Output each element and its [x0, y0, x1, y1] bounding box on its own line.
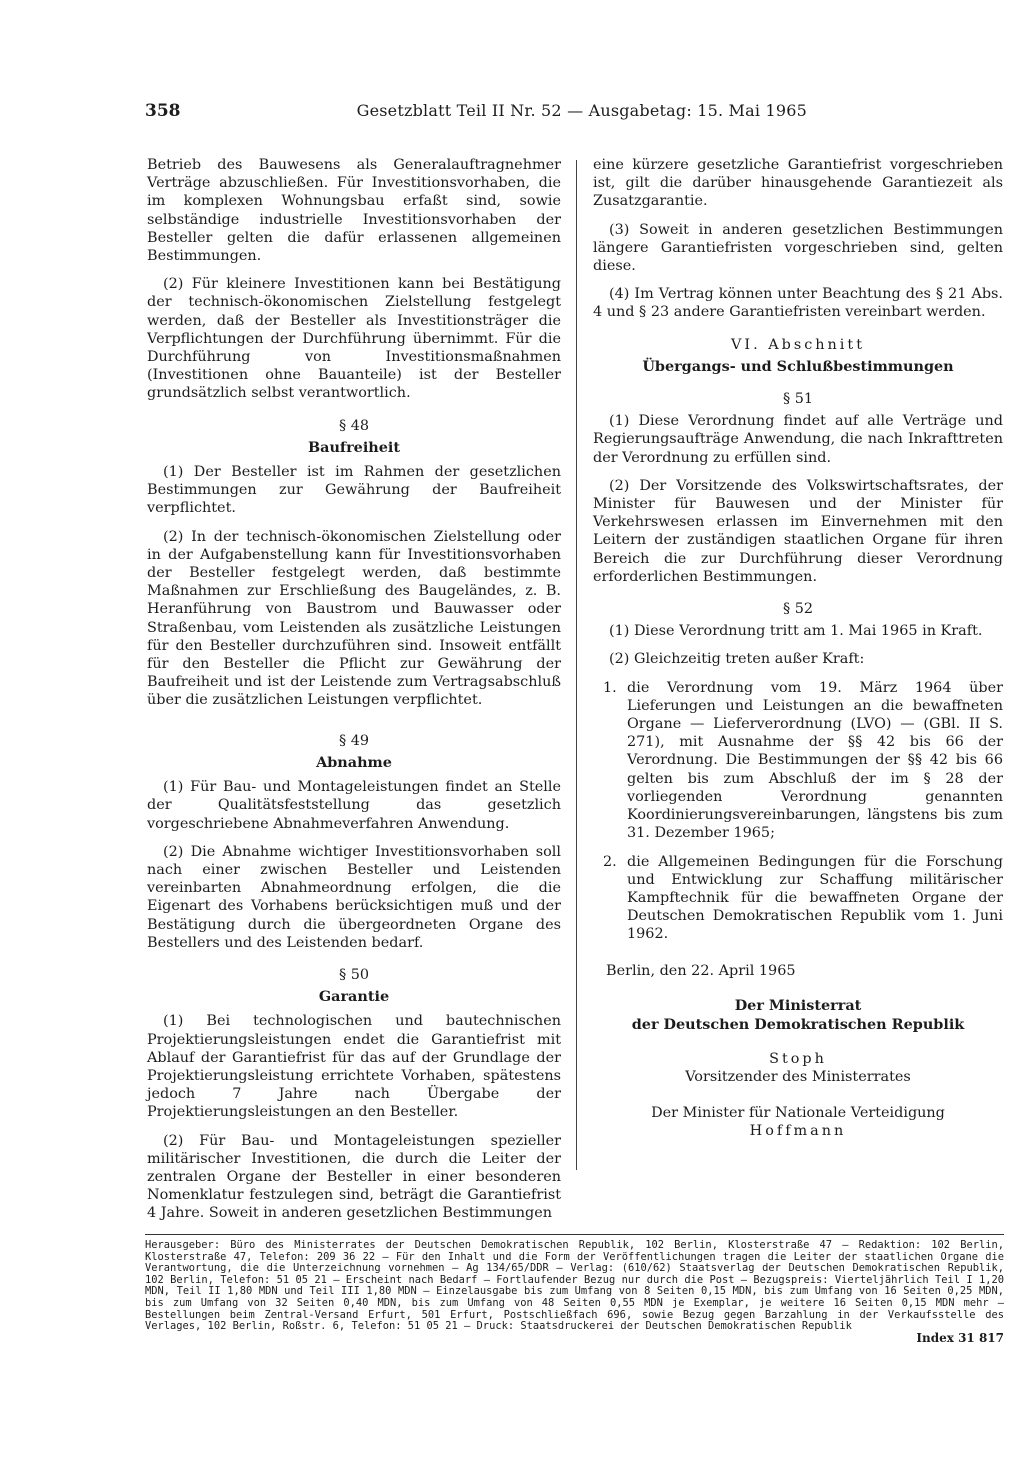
signatory-role-1: Vorsitzender des Ministerrates	[685, 1068, 911, 1085]
section-52-p1: (1) Diese Verordnung tritt am 1. Mai 1965 in Kraft.	[609, 623, 983, 640]
signatory-role-2: Der Minister für Nationale Verteidigung	[651, 1105, 945, 1122]
section-52-p2: (2) Gleichzeitig treten außer Kraft:	[609, 651, 865, 668]
garantie-continuation: eine kürzere gesetzliche Garantiefrist vorgeschrieben ist, gilt die darüber hinausgehende Garantiezeit als Zusatzgarantie.	[593, 157, 1003, 210]
list-item-number: 2.	[603, 853, 617, 870]
section-49-number: § 49	[338, 732, 370, 749]
garantie-p4: (4) Im Vertrag können unter Beachtung des § 21 Abs. 4 und § 23 andere Garantiefristen vereinbart werden.	[593, 286, 1003, 321]
section-48-p2: (2) In der technisch-ökonomischen Zielstellung oder in der Aufgabenstellung kann für Investitionsvorhaben der Besteller festgelegt werden, daß bestimmte Maßnahmen zur Erschließung des Baugeländes, z. B. Heranführung von Baustrom und Bauwasser oder Straßenbau, vom Leistenden als zusätzliche Leistungen für den Besteller durchzuführen sind. Insoweit entfällt für den Besteller die Pflicht zur Gewährung der Baufreiheit und ist der Leistende zum Vertragsabschluß über die zusätzlichen Leistungen verpflichtet.	[147, 528, 561, 709]
repeal-list-item	[593, 679, 1003, 843]
imprint	[145, 1239, 1004, 1346]
section-49-title: Abnahme	[316, 753, 392, 771]
intro-paragraph: Betrieb des Bauwesens als Generalauftragnehmer Verträge abzuschließen. Für Investitionsvorhaben, die im komplexen Wohnungsbau erfaßt sind, sowie selbständige industrielle Investitionsvorhaben der Besteller gelten die dafür erlassenen allgemeinen Bestimmungen.	[147, 157, 561, 265]
section-48-p1: (1) Der Besteller ist im Rahmen der gesetzlichen Bestimmungen zur Gewährung der Baufreiheit verpflichtet.	[147, 464, 561, 517]
list-item-text: die Allgemeinen Bedingungen für die Forschung und Entwicklung zur Schaffung militärischer Kampftechnik für die bewaffneten Organe der Deutschen Demokratischen Republik vom 1. Juni 1962.	[627, 853, 1003, 943]
left-column	[147, 156, 561, 1233]
section-50-number: § 50	[338, 966, 370, 983]
index-number: Index 31 817	[916, 1331, 1004, 1346]
section-title: Übergangs- und Schlußbestimmungen	[642, 357, 954, 375]
section-51-p2: (2) Der Vorsitzende des Volkswirtschaftsrates, der Minister für Bauwesen und der Minister für Verkehrswesen erlassen im Einvernehmen mit den Leitern der zuständigen staatlichen Organe für ihren Bereich die zur Durchführung dieser Verordnung erforderlichen Bestimmungen.	[593, 477, 1003, 585]
intro-paragraph-2: (2) Für kleinere Investitionen kann bei Bestätigung der technisch-ökonomischen Zielstellung festgelegt werden, daß der Besteller als Investitionsträger die Verpflichtungen der Durchführung übernimmt. Für die Durchführung von Investitionsmaßnahmen (Investitionen ohne Bauanteile) ist der Besteller grundsätzlich selbst verantwortlich.	[147, 276, 561, 402]
section-48-title: Baufreiheit	[307, 438, 401, 456]
list-item-text: die Verordnung vom 19. März 1964 über Lieferungen und Leistungen an die bewaffneten Organe — Lieferverordnung (LVO) — (GBl. II S. 271), mit Ausnahme der §§ 42 bis 66 der Verordnung. Die Bestimmungen der §§ 42 bis 66 gelten bis zum Abschluß der im § 28 der vorliegenden Verordnung genannten Koordinierungsvereinbarungen, längstens bis zum 31. Dezember 1965;	[627, 679, 1003, 842]
signatory-body-line-2: der Deutschen Demokratischen Republik	[631, 1015, 965, 1033]
gazette-title: Gesetzblatt Teil II Nr. 52 — Ausgabetag: 15. Mai 1965	[356, 101, 807, 120]
footer-rule	[145, 1234, 1004, 1235]
column-divider	[576, 160, 577, 1170]
section-49-p2: (2) Die Abnahme wichtiger Investitionsvorhaben soll nach einer zwischen Besteller und Leistenden vereinbarten Abnahmeordnung erfolgen, die die Eigenart des Vorhabens berücksichtigen muß und der Bestätigung durch die übergeordneten Organe des Bestellers und des Leistenden bedarf.	[147, 843, 561, 951]
section-51-p1: (1) Diese Verordnung findet auf alle Verträge und Regierungsaufträge Anwendung, die nach Inkrafttreten der Verordnung zu erfüllen sind.	[593, 413, 1003, 466]
section-50-p2: (2) Für Bau- und Montageleistungen spezieller militärischer Investitionen, die durch die Leiter der zentralen Organe der Besteller in einer besonderen Nomenklatur festzulegen sind, beträgt die Garantiefrist 4 Jahre. Soweit in anderen gesetzlichen Bestimmungen	[147, 1132, 561, 1222]
signatory-body-line-1: Der Ministerrat	[734, 996, 862, 1014]
garantie-p3: (3) Soweit in anderen gesetzlichen Bestimmungen längere Garantiefristen vorgeschrieben sind, gelten diese.	[593, 221, 1003, 275]
section-50-title: Garantie	[318, 988, 390, 1006]
signatory-name-1: Stoph	[769, 1050, 827, 1067]
list-item-number: 1.	[603, 679, 617, 696]
imprint-text: Herausgeber: Büro des Ministerrates der Deutschen Demokratischen Republik, 102 Berlin, Klosterstraße 47 — Redaktion: 102 Berlin, Klosterstraße 47, Telefon: 209 36 22 — Für den Inhalt und die Form der Veröffentlichungen tragen die Leiter der staatlichen Organe die Verantwortung, die die Unterzeichnung vornehmen — Ag 134/65/DDR — Verlag: (610/62) Staatsverlag der Deutschen Demokratischen Republik, 102 Berlin, Telefon: 51 05 21 — Erscheint nach Bedarf — Fortlaufender Bezug nur durch die Post — Bezugspreis: Vierteljährlich Teil I 1,20 MDN, Teil II 1,80 MDN und Teil III 1,80 MDN — Einzelausgabe bis zum Umfang von 8 Seiten 0,15 MDN, bis zum Umfang von 16 Seiten 0,25 MDN, bis zum Umfang von 32 Seiten 0,40 MDN, bis zum Umfang von 48 Seiten 0,55 MDN je Exemplar, je weitere 16 Seiten 0,15 MDN mehr — Bestellungen beim Zentral-Versand Erfurt, 501 Erfurt, Postschließfach 696, sowie Bezug gegen Barzahlung in der Verkaufsstelle des Verlages, 102 Berlin, Roßstr. 6, Telefon: 51 05 21 — Druck: Staatsdruckerei der Deutschen Demokratischen Republik	[145, 1239, 1004, 1333]
section-heading: VI. Abschnitt	[731, 336, 865, 353]
section-51-number: § 51	[782, 391, 814, 408]
section-48-number: § 48	[338, 417, 370, 434]
section-50-p1: (1) Bei technologischen und bautechnischen Projektierungsleistungen endet die Garantiefrist mit Ablauf der Garantiefrist für das auf der Grundlage der Projektierungsleistung errichtete Vorhaben, spätestens jedoch 7 Jahre nach Übergabe der Projektierungsleistungen an den Besteller.	[147, 1013, 561, 1121]
page-header	[145, 101, 807, 125]
page-number: 358	[145, 101, 181, 121]
signature-block	[593, 996, 1003, 1141]
section-52-number: § 52	[782, 601, 814, 618]
repeal-list-item	[593, 853, 1003, 944]
section-49-p1: (1) Für Bau- und Montageleistungen findet an Stelle der Qualitätsfeststellung das gesetzlich vorgeschriebene Abnahmeverfahren Anwendung.	[147, 779, 561, 832]
right-column	[593, 156, 1003, 1141]
signatory-name-2: Hoffmann	[749, 1123, 847, 1140]
date-line: Berlin, den 22. April 1965	[606, 962, 796, 979]
